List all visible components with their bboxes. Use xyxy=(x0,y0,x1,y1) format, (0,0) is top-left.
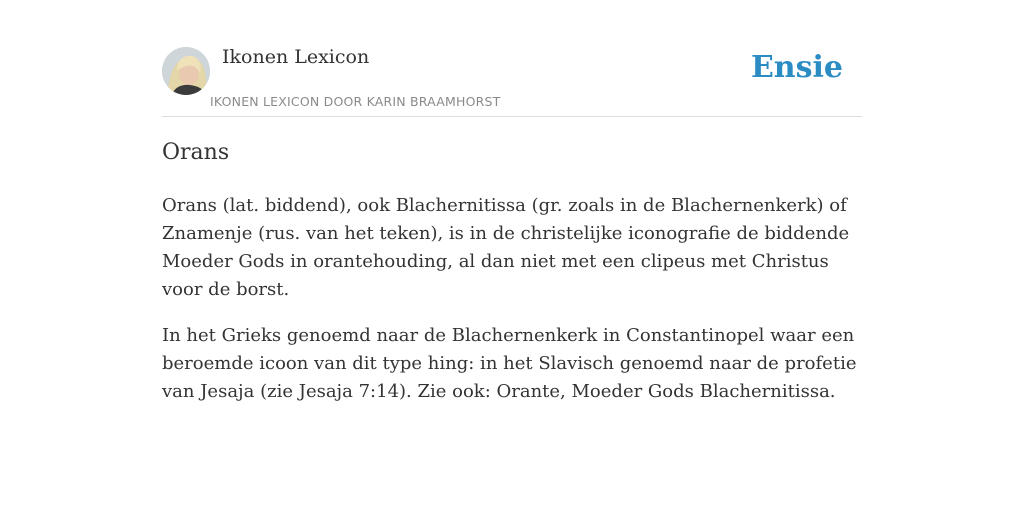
entry-paragraph: Orans (lat. biddend), ook Blachernitissa (gr. zoals in de Blachernenkerk) of Znamenje (rus. van het teken), is in de christelijke iconografie de biddende Moeder Gods in orantehouding, al dan niet met een clipeus met Christus voor de borst. xyxy=(162,195,850,300)
author-portrait-icon xyxy=(162,47,210,95)
lexicon-subtitle: IKONEN LEXICON DOOR KARIN BRAAMHORST xyxy=(210,94,501,109)
lexicon-title[interactable]: Ikonen Lexicon xyxy=(222,46,370,68)
lexicon-header xyxy=(162,44,862,117)
ensie-logo-link[interactable]: Ensie xyxy=(750,50,843,85)
entry-content xyxy=(162,192,862,424)
entry-paragraph: In het Grieks genoemd naar de Blachernenkerk in Constantinopel waar een beroemde icoon van dit type hing: in het Slavisch genoemd naar de profetie van Jesaja (zie Jesaja 7:14). Zie ook: Orante, Moeder Gods Blachernitissa. xyxy=(162,325,857,402)
entry-title: Orans xyxy=(162,140,230,165)
author-avatar[interactable] xyxy=(162,47,210,95)
